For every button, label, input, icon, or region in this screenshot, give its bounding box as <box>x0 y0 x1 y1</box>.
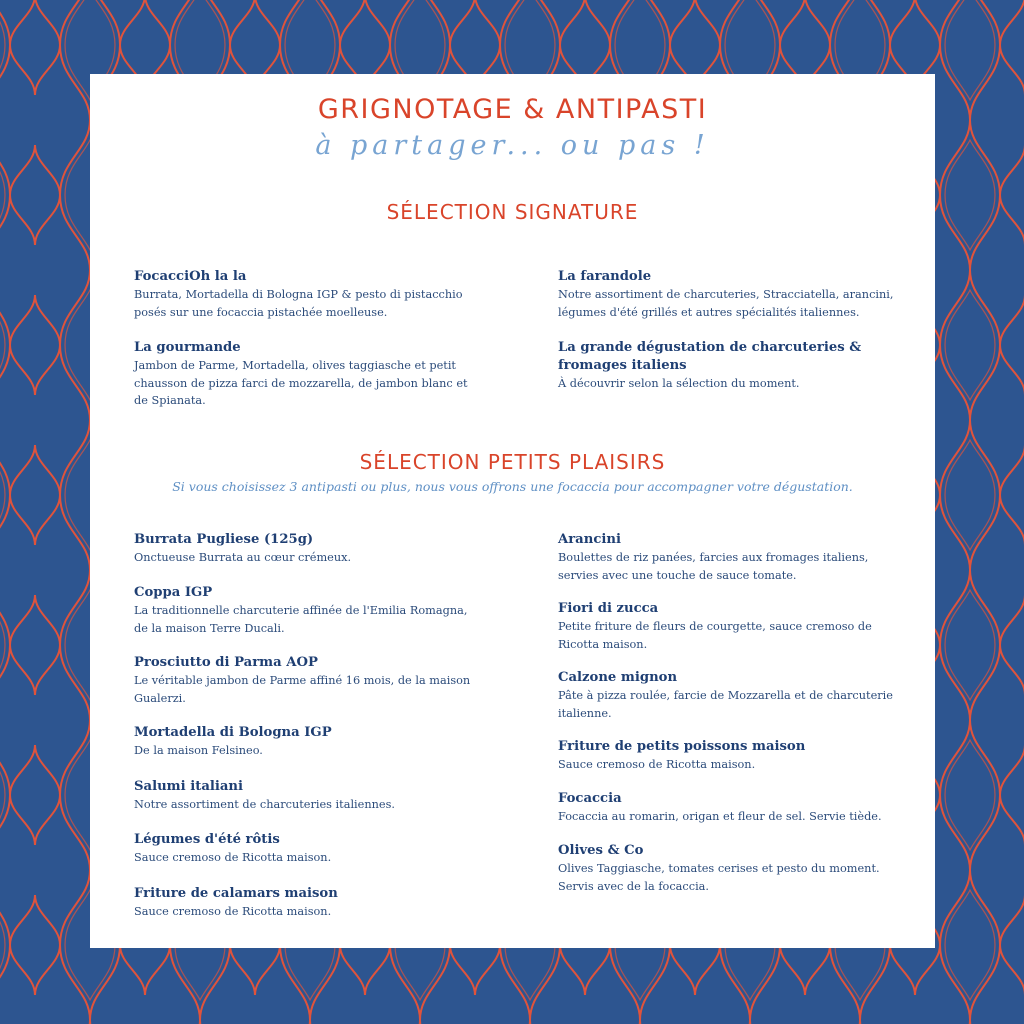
menu-item <box>134 654 479 707</box>
item-name: Olives & Co <box>558 843 644 858</box>
item-name: La gourmande <box>134 340 241 355</box>
signature-heading: SÉLECTION SIGNATURE <box>386 200 639 224</box>
item-description: Onctueuse Burrata au cœur crémeux. <box>134 551 352 564</box>
item-name: Salumi italiani <box>134 779 244 794</box>
item-description: Sauce cremoso de Ricotta maison. <box>134 905 332 918</box>
menu-item <box>134 885 479 921</box>
item-name: La grande dégustation de charcuteries & fromages italiens <box>558 340 862 373</box>
item-name: Friture de petits poissons maison <box>558 739 806 754</box>
item-name: Arancini <box>558 532 621 547</box>
menu-item <box>558 669 903 722</box>
menu-item <box>558 531 903 584</box>
menu-item <box>134 531 479 567</box>
item-name: Prosciutto di Parma AOP <box>134 655 318 670</box>
item-description: De la maison Felsineo. <box>134 744 263 757</box>
menu-item <box>558 339 903 393</box>
menu-card <box>90 74 935 948</box>
item-description: Focaccia au romarin, origan et fleur de sel. Servie tiède. <box>558 810 882 823</box>
menu-item <box>134 339 479 410</box>
menu-subtitle: à partager... ou pas ! <box>315 130 710 161</box>
item-name: Focaccia <box>558 791 622 806</box>
item-name: La farandole <box>558 269 652 284</box>
item-name: FocacciOh la la <box>134 269 247 284</box>
item-description: Sauce cremoso de Ricotta maison. <box>134 851 332 864</box>
item-name: Calzone mignon <box>558 670 678 685</box>
item-description: Notre assortiment de charcuteries italiennes. <box>134 798 395 811</box>
menu-item <box>558 600 903 653</box>
item-name: Fiori di zucca <box>558 601 659 616</box>
item-description: Notre assortiment de charcuteries, Stracciatella, arancini, légumes d'été grillés et autres spécialités italiennes. <box>558 288 894 319</box>
menu-item <box>134 584 479 637</box>
menu-item <box>558 738 903 774</box>
item-description: Le véritable jambon de Parme affiné 16 mois, de la maison Gualerzi. <box>134 674 471 705</box>
item-name: Coppa IGP <box>134 585 213 600</box>
menu-item <box>134 724 479 760</box>
menu-item <box>558 790 903 826</box>
item-description: Pâte à pizza roulée, farcie de Mozzarella et de charcuterie italienne. <box>558 689 893 720</box>
item-description: Olives Taggiasche, tomates cerises et pesto du moment. Servis avec de la focaccia. <box>558 862 880 893</box>
item-description: Burrata, Mortadella di Bologna IGP & pesto di pistacchio posés sur une focaccia pistachée moelleuse. <box>134 288 463 319</box>
menu-item <box>134 268 479 321</box>
item-description: Boulettes de riz panées, farcies aux fromages italiens, servies avec une touche de sauce tomate. <box>558 551 869 582</box>
menu-item <box>134 831 479 867</box>
menu-title: GRIGNOTAGE & ANTIPASTI <box>317 94 708 125</box>
menu-item <box>134 778 479 814</box>
item-description: La traditionnelle charcuterie affinée de l'Emilia Romagna, de la maison Terre Ducali. <box>134 604 468 635</box>
item-name: Burrata Pugliese (125g) <box>134 532 314 547</box>
item-description: Jambon de Parme, Mortadella, olives taggiasche et petit chausson de pizza farci de mozzarella, de jambon blanc et de Spianata. <box>134 359 468 407</box>
item-name: Mortadella di Bologna IGP <box>134 725 332 740</box>
item-name: Légumes d'été rôtis <box>134 832 280 847</box>
item-name: Friture de calamars maison <box>134 886 338 901</box>
item-description: Sauce cremoso de Ricotta maison. <box>558 758 756 771</box>
menu-item <box>558 842 903 895</box>
item-description: Petite friture de fleurs de courgette, sauce cremoso de Ricotta maison. <box>558 620 872 651</box>
petits-plaisirs-note: Si vous choisissez 3 antipasti ou plus, nous vous offrons une focaccia pour accompagner votre dégustation. <box>172 479 853 494</box>
item-description: À découvrir selon la sélection du moment. <box>558 377 800 390</box>
menu-item <box>558 268 903 321</box>
petits-plaisirs-heading: SÉLECTION PETITS PLAISIRS <box>359 450 666 474</box>
